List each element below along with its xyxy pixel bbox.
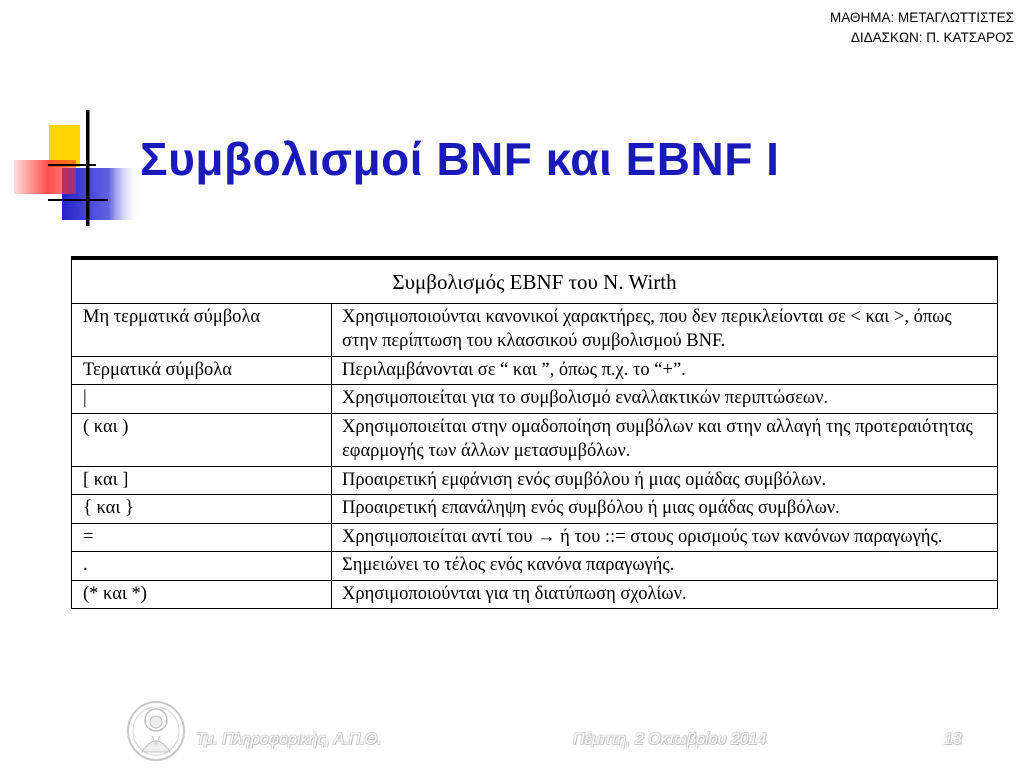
table-row bbox=[72, 413, 998, 466]
table-row bbox=[72, 523, 998, 552]
description-cell: Χρησιμοποιείται για το συμβολισμό εναλλακτικών περιπτώσεων. bbox=[332, 385, 998, 414]
description-cell: Χρησιμοποιούνται για τη διατύπωση σχολίων. bbox=[332, 580, 998, 609]
table-row bbox=[72, 356, 998, 385]
symbol-cell: (* και *) bbox=[72, 580, 332, 609]
page-number: 13 bbox=[944, 731, 962, 748]
symbol-cell: Μη τερματικά σύμβολα bbox=[72, 303, 332, 356]
description-cell: Χρησιμοποιούνται κανονικοί χαρακτήρες, που δεν περικλείονται σε < και >, όπως στην περίπτωση του κλασσικού συμβολισμού BNF. bbox=[332, 303, 998, 356]
slide-decoration-logo bbox=[0, 0, 140, 240]
description-cell: Περιλαμβάνονται σε “ και ”, όπως π.χ. το “+”. bbox=[332, 356, 998, 385]
table-row bbox=[72, 495, 998, 524]
table-header-row bbox=[72, 258, 998, 303]
table-row bbox=[72, 466, 998, 495]
description-cell: Προαιρετική εμφάνιση ενός συμβόλου ή μιας ομάδας συμβόλων. bbox=[332, 466, 998, 495]
table-row bbox=[72, 303, 998, 356]
table-row bbox=[72, 552, 998, 581]
table-caption: Συμβολισμός EBNF του N. Wirth bbox=[72, 258, 998, 303]
symbol-cell: [ και ] bbox=[72, 466, 332, 495]
symbol-cell: Τερματικά σύμβολα bbox=[72, 356, 332, 385]
symbol-cell: = bbox=[72, 523, 332, 552]
symbol-cell: ( και ) bbox=[72, 413, 332, 466]
description-cell: Προαιρετική επανάληψη ενός συμβόλου ή μιας ομάδας συμβόλων. bbox=[332, 495, 998, 524]
symbol-cell: { και } bbox=[72, 495, 332, 524]
slide-title: Συμβολισμοί BNF και EBNF I bbox=[140, 133, 780, 185]
teacher-name: ΔΙΔΑΣΚΩΝ: Π. ΚΑΤΣΑΡΟΣ bbox=[850, 30, 1014, 45]
symbol-cell: | bbox=[72, 385, 332, 414]
table-row bbox=[72, 580, 998, 609]
footer-department: Τμ. Πληροφορικής, Α.Π.Θ. bbox=[196, 731, 382, 748]
ebnf-notation-table bbox=[71, 256, 998, 609]
course-name: ΜΑΘΗΜΑ: ΜΕΤΑΓΛΩΤΤΙΣΤΕΣ bbox=[830, 10, 1014, 25]
description-cell: Σημειώνει το τέλος ενός κανόνα παραγωγής. bbox=[332, 552, 998, 581]
symbol-cell: . bbox=[72, 552, 332, 581]
description-cell: Χρησιμοποιείται στην ομαδοποίηση συμβόλων και στην αλλαγή της προτεραιότητας εφαρμογής των άλλων μετασυμβόλων. bbox=[332, 413, 998, 466]
footer-date: Πέμπτη, 2 Οκτωβρίου 2014 bbox=[573, 731, 767, 748]
course-header bbox=[830, 8, 1014, 48]
university-seal-icon bbox=[126, 700, 186, 762]
description-cell: Χρησιμοποιείται αντί του → ή του ::= στους ορισμούς των κανόνων παραγωγής. bbox=[332, 523, 998, 552]
table-row bbox=[72, 385, 998, 414]
